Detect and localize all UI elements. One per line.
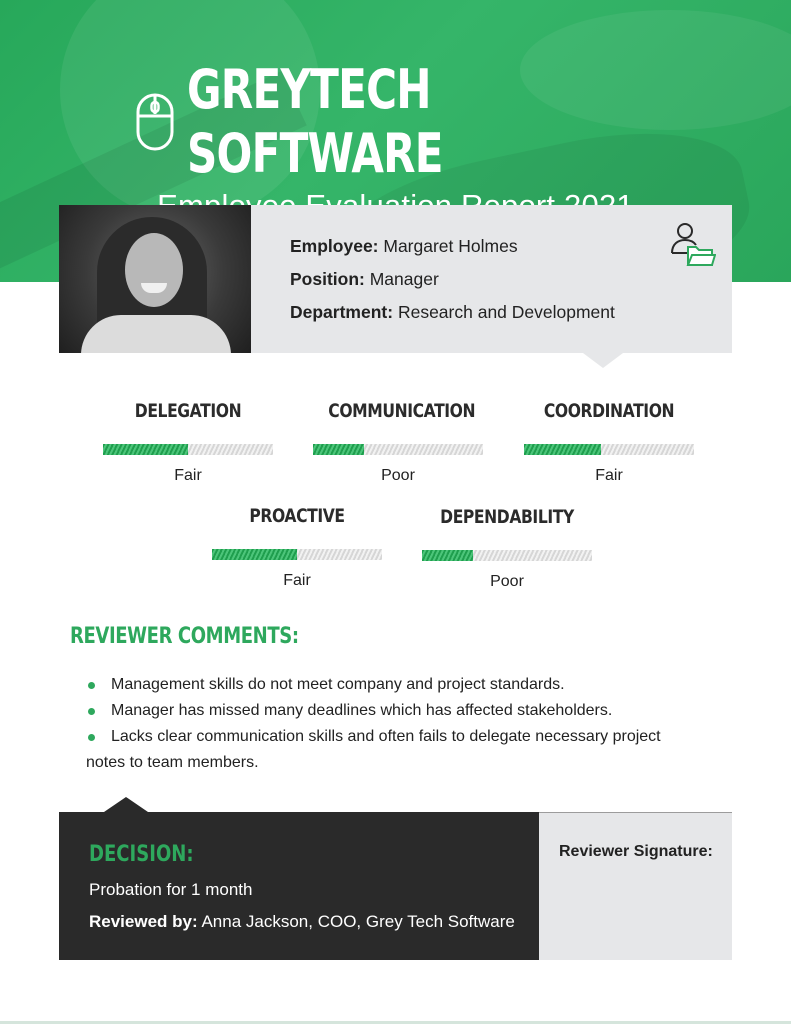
rating-bar (313, 444, 483, 455)
rating-bar (524, 444, 694, 455)
reviewed-by-row (89, 912, 515, 932)
bullet-icon (88, 708, 95, 715)
position-value: Manager (369, 269, 439, 289)
employee-name-row (290, 235, 615, 268)
mouse-icon (135, 92, 175, 152)
comments-list (86, 672, 686, 776)
reviewed-by-value: Anna Jackson, COO, Grey Tech Software (201, 912, 515, 931)
metric-delegation (103, 398, 273, 485)
signature-label: Reviewer Signature: (559, 843, 713, 860)
metric-label: COORDINATION (543, 400, 675, 422)
rating-bar-fill (422, 550, 473, 561)
decision-panel (59, 812, 539, 960)
position-label: Position: (290, 269, 365, 289)
metric-label: PROACTIVE (249, 505, 345, 527)
department-label: Department: (290, 302, 394, 322)
metric-communication (313, 398, 483, 485)
employee-card (59, 205, 732, 353)
list-item-continuation: notes to team members. (86, 754, 259, 771)
list-item: Lacks clear communication skills and often fails to delegate necessary project (86, 724, 686, 750)
employee-folder-icon (670, 221, 716, 267)
metric-rating: Fair (595, 467, 623, 484)
brand-row (135, 58, 657, 186)
decision-text: Probation for 1 month (89, 880, 253, 899)
employee-label: Employee: (290, 236, 379, 256)
department-row (290, 301, 615, 334)
metric-rating: Fair (283, 572, 311, 589)
metric-label: COMMUNICATION (328, 400, 476, 422)
metric-rating: Poor (490, 573, 524, 590)
signature-panel (539, 812, 732, 960)
decision-pointer (104, 797, 148, 812)
reviewed-by-label: Reviewed by: (89, 912, 198, 931)
rating-bar (422, 550, 592, 561)
employee-info (290, 235, 615, 334)
rating-bar (212, 549, 382, 560)
bullet-icon (88, 682, 95, 689)
metric-proactive (212, 503, 382, 590)
list-item: Management skills do not meet company and project standards. (86, 672, 686, 698)
bullet-icon (88, 734, 95, 741)
rating-bar-fill (313, 444, 364, 455)
metric-label: DELEGATION (134, 400, 242, 422)
card-pointer (583, 353, 623, 368)
metric-rating: Poor (381, 467, 415, 484)
list-item: Manager has missed many deadlines which has affected stakeholders. (86, 698, 686, 724)
metric-label: DEPENDABILITY (440, 506, 574, 528)
rating-bar-fill (212, 549, 297, 560)
rating-bar-fill (103, 444, 188, 455)
metric-coordination (524, 398, 694, 485)
decision-title: DECISION: (89, 842, 194, 867)
position-row (290, 268, 615, 301)
brand-block (0, 58, 791, 224)
metric-dependability (422, 504, 592, 591)
employee-photo (59, 205, 251, 353)
comments-title: REVIEWER COMMENTS: (70, 624, 299, 649)
employee-name: Margaret Holmes (383, 236, 518, 256)
company-name: GREYTECH SOFTWARE (186, 58, 443, 185)
department-value: Research and Development (397, 302, 615, 322)
rating-bar-fill (524, 444, 601, 455)
rating-bar (103, 444, 273, 455)
metric-rating: Fair (174, 467, 202, 484)
